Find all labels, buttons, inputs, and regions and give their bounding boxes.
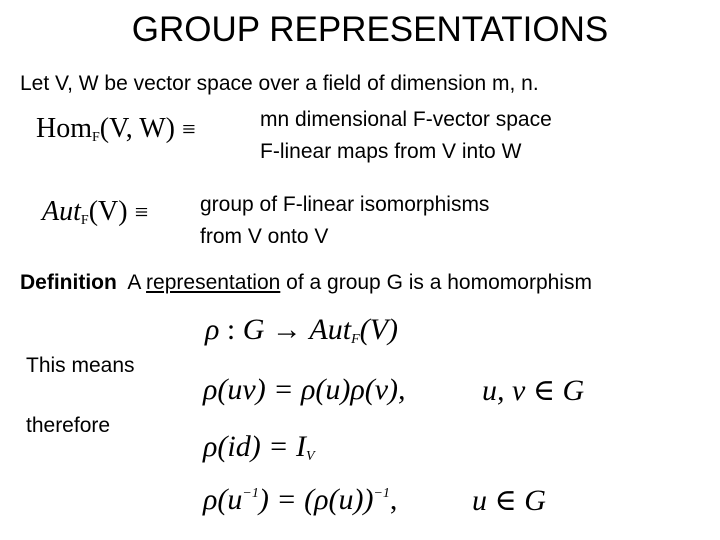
identity-equation xyxy=(203,430,315,465)
rho-map-equation xyxy=(205,313,398,348)
inverse-comma: , xyxy=(389,483,398,516)
definition-line xyxy=(20,271,592,295)
definition-label: Definition xyxy=(20,271,117,294)
identity-subscript: V xyxy=(305,449,315,464)
hom-desc-line1: mn dimensional F-vector space xyxy=(260,108,552,131)
map-aut: Aut xyxy=(309,313,352,346)
hom-symbol: Hom xyxy=(36,113,92,144)
hom-formula xyxy=(36,113,196,146)
map-aut-arg: (V) xyxy=(359,313,398,346)
aut-args: (V) xyxy=(88,196,128,227)
inverse-lhs-b: ) = (ρ(u)) xyxy=(258,483,374,516)
therefore-label: therefore xyxy=(26,414,111,437)
arrow-symbol: → xyxy=(264,313,310,346)
hom-equiv: ≡ xyxy=(181,117,196,143)
definition-text-after: of a group G is a homomorphism xyxy=(286,271,592,294)
map-colon: : xyxy=(219,313,243,346)
hom-property-equation xyxy=(203,373,406,407)
aut-equiv: ≡ xyxy=(134,200,149,226)
hom-desc-line2: F-linear maps from V into W xyxy=(260,140,522,163)
definition-term: representation xyxy=(146,271,281,294)
inverse-lhs-a: ρ(u xyxy=(203,483,243,516)
aut-subscript: F xyxy=(80,213,89,228)
aut-desc-line2: from V onto V xyxy=(200,225,329,248)
identity-lhs: ρ(id) = I xyxy=(203,430,306,463)
aut-desc-line1: group of F-linear isomorphisms xyxy=(200,193,490,216)
definition-text-before: A xyxy=(127,271,141,294)
this-means-label: This means xyxy=(26,354,135,377)
aut-formula xyxy=(42,196,148,229)
inverse-condition: u ∈ G xyxy=(472,484,546,517)
hom-property-lhs: ρ(uv) = ρ(u)ρ(v), xyxy=(203,373,406,406)
aut-symbol: Aut xyxy=(42,196,81,227)
hom-args: (V, W) xyxy=(99,113,175,144)
inverse-exponent-2: −1 xyxy=(373,486,390,501)
intro-text: Let V, W be vector space over a field of dimension m, n. xyxy=(20,72,539,95)
group-g: G xyxy=(242,313,265,346)
hom-subscript: F xyxy=(92,130,100,145)
page-title: GROUP REPRESENTATIONS xyxy=(131,10,609,49)
inverse-exponent-1: −1 xyxy=(242,486,259,501)
rho-symbol: ρ xyxy=(205,313,220,346)
hom-property-condition: u, v ∈ G xyxy=(482,374,585,407)
map-aut-subscript: F xyxy=(351,332,360,347)
inverse-equation xyxy=(203,483,397,517)
